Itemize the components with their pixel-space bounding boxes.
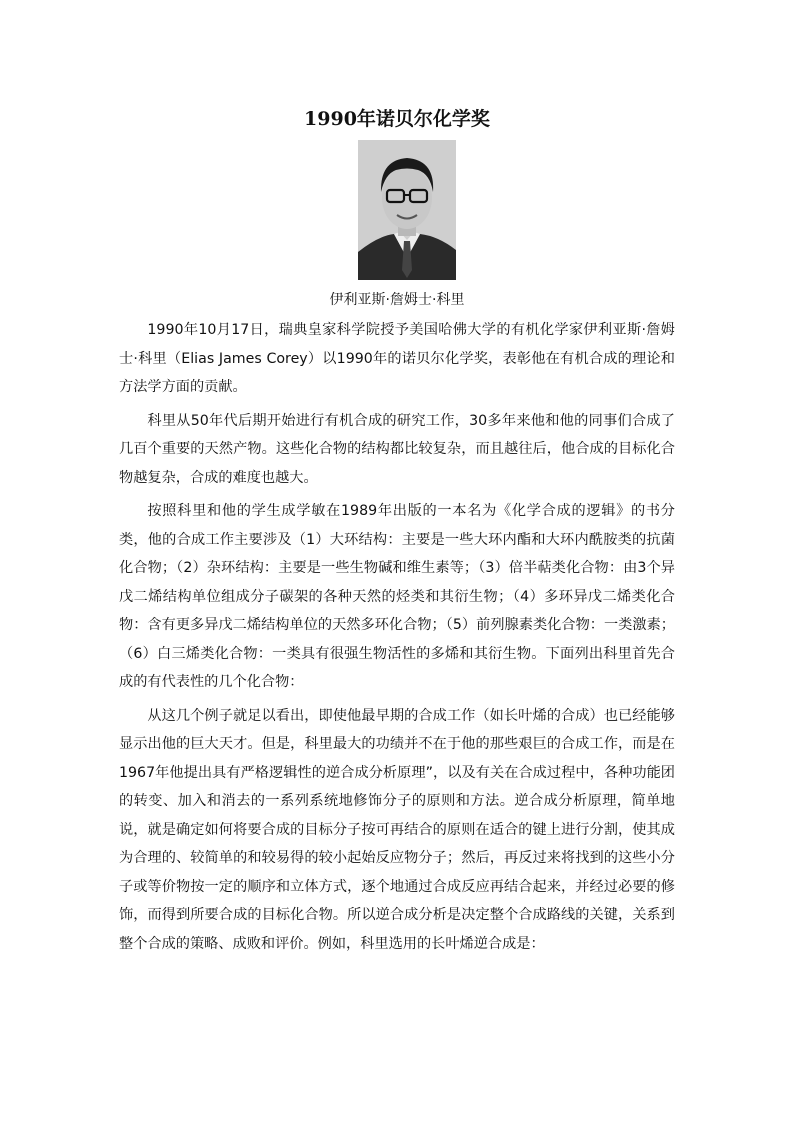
paragraph: 从这几个例子就足以看出，即使他最早期的合成工作（如长叶烯的合成）也已经能够显示出他的巨大天才。但是，科里最大的功绩并不在于他的那些艰巨的合成工作，而是在1967年他提出具有严格逻辑性的逆合成分析原理”，以及有关在合成过程中，各种功能团的转变、加入和消去的一系列系统地修饰分子的原则和方法。逆合成分析原理，简单地说，就是确定如何将要合成的目标分子按可再结合的原则在适合的键上进行分割，使其成为合理的、较简单的和较易得的较小起始反应物分子；然后，再反过来将找到的这些小分子或等价物按一定的顺序和立体方式，逐个地通过合成反应再结合起来，并经过必要的修饰，而得到所要合成的目标化合物。所以逆合成分析是决定整个合成路线的关键，关系到整个合成的策略、成败和评价。例如，科里选用的长叶烯逆合成是： <box>119 707 675 952</box>
portrait-photo <box>358 140 456 280</box>
portrait-caption: 伊利亚斯·詹姆士·科里 <box>329 292 465 308</box>
paragraph: 科里从50年代后期开始进行有机合成的研究工作，30多年来他和他的同事们合成了几百个重要的天然产物。这些化合物的结构都比较复杂，而且越往后，他合成的目标化合物越复杂，合成的难度也越大。 <box>119 412 675 486</box>
article-body <box>119 316 675 963</box>
paragraph: 按照科里和他的学生成学敏在1989年出版的一本名为《化学合成的逻辑》的书分类，他的合成工作主要涉及（1）大环结构：主要是一些大环内酯和大环内酰胺类的抗菌化合物；（2）杂环结构：主要是一些生物碱和维生素等；（3）倍半萜类化合物：由3个异戊二烯结构单位组成分子碳架的各种天然的烃类和其衍生物；（4）多环异戊二烯类化合物：含有更多异戊二烯结构单位的天然多环化合物；（5）前列腺素类化合物：一类激素；（6）白三烯类化合物：一类具有很强生物活性的多烯和其衍生物。下面列出科里首先合成的有代表性的几个化合物： <box>119 503 675 690</box>
paragraph: 1990年10月17日，瑞典皇家科学院授予美国哈佛大学的有机化学家伊利亚斯·詹姆士·科里（Elias James Corey）以1990年的诺贝尔化学奖，表彰他在有机合成的理论和方法学方面的贡献。 <box>119 322 675 395</box>
page-title: 1990年诺贝尔化学奖 <box>304 108 490 130</box>
